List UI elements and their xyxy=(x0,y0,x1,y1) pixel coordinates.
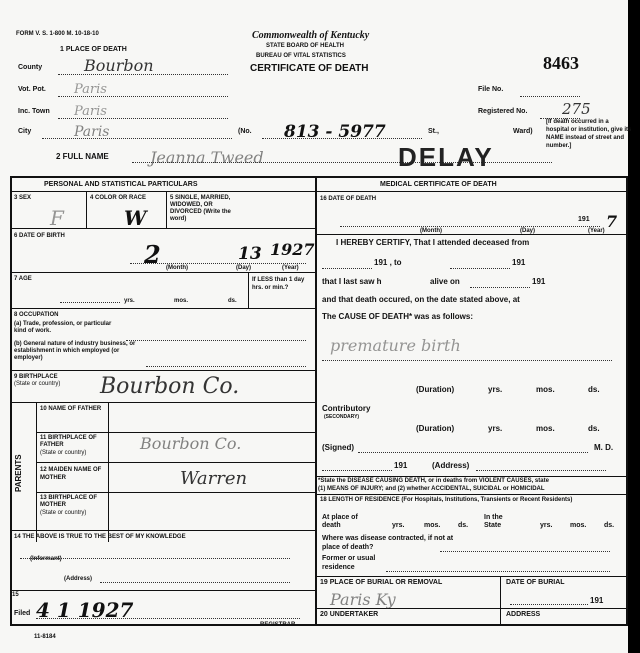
hw-sex: F xyxy=(50,206,64,230)
residence-mos-2: mos. xyxy=(570,522,587,529)
occupation-a-label: (a) Trade, profession, or particular kind of work. xyxy=(14,321,112,334)
hw-color: W xyxy=(124,206,147,230)
informant-statement: 14 THE ABOVE IS TRUE TO THE BEST OF MY KNOWLEDGE xyxy=(14,534,186,540)
hw-dob-month: 2 xyxy=(144,240,161,269)
hw-cause: premature birth xyxy=(330,336,461,355)
certify-from-year: 191 , to xyxy=(374,258,402,267)
full-name-label: 2 FULL NAME xyxy=(56,152,109,161)
place-of-death-heading: 1 PLACE OF DEATH xyxy=(60,46,127,53)
informant-address-caption: (Address) xyxy=(64,576,93,582)
mother-birthplace-label: 13 BIRTHPLACE OF MOTHER xyxy=(40,495,98,508)
side-number: 15 xyxy=(12,592,19,598)
less-than-day-label: If LESS than 1 day hrs. or min.? xyxy=(252,277,305,291)
age-yrs-caption: yrs. xyxy=(124,298,135,304)
signed-label: (Signed) xyxy=(322,443,354,452)
cause-of-death-label: The CAUSE OF DEATH* was as follows: xyxy=(322,312,473,321)
hw-inc: Paris xyxy=(74,104,107,119)
hw-mother-name: Warren xyxy=(180,468,248,489)
duration-1-ds: ds. xyxy=(588,385,600,394)
occupation-label: 8 OCCUPATION xyxy=(14,312,59,318)
hw-county: Bourbon xyxy=(84,56,154,75)
duration-2-yrs: yrs. xyxy=(488,424,503,433)
footnote-line-2: (1) MEANS OF INJURY; and (2) whether ACCIDENTAL, SUICIDAL or HOMICIDAL xyxy=(318,486,545,492)
contributory-label: Contributory xyxy=(322,404,371,413)
form-code: FORM V. S. 1-800 M. 10-18-10 xyxy=(16,31,99,37)
hw-street-number: 813 - 5977 xyxy=(284,122,386,142)
disease-contracted-label: Where was disease contracted, if not at place of death? xyxy=(322,535,454,551)
death-month-caption: (Month) xyxy=(420,228,442,234)
scan-edge xyxy=(628,0,640,653)
hw-city: Paris xyxy=(74,124,110,140)
marital-label: 5 SINGLE, MARRIED, WIDOWED, OR DIVORCED (Write the word) xyxy=(170,195,231,222)
dob-month-caption: (Month) xyxy=(166,265,188,271)
county-label: County xyxy=(18,64,43,71)
burial-date-label: DATE OF BURIAL xyxy=(506,579,565,586)
occupation-b-label: (b) General nature of industry business, or establishment in which employed (or employer) xyxy=(14,341,136,361)
certificate-number: 8463 xyxy=(543,53,579,73)
undertaker-label: 20 UNDERTAKER xyxy=(320,611,379,618)
hw-filed-date: 4 1 1927 xyxy=(36,598,134,622)
dob-year-caption: (Year) xyxy=(282,265,299,271)
form-footer: 11-8184 xyxy=(34,634,56,640)
death-year-prefix: 191 xyxy=(578,216,590,223)
duration-2-label: (Duration) xyxy=(416,424,455,433)
signed-address-label: (Address) xyxy=(432,461,470,470)
filed-label: Filed xyxy=(14,610,31,617)
certificate-title: CERTIFICATE OF DEATH xyxy=(250,63,369,74)
burial-place-label: 19 PLACE OF BURIAL OR REMOVAL xyxy=(320,579,443,586)
duration-2-mos: mos. xyxy=(536,424,555,433)
inc-town-label: Inc. Town xyxy=(18,108,50,115)
color-race-label: 4 COLOR OR RACE xyxy=(90,195,147,201)
hw-dob-year: 1927 xyxy=(270,240,315,259)
duration-1-mos: mos. xyxy=(536,385,555,394)
hw-father-birthplace: Bourbon Co. xyxy=(140,434,242,453)
date-of-death-label: 16 DATE OF DEATH xyxy=(320,196,377,202)
mother-birthplace-caption: (State or country) xyxy=(40,510,87,516)
length-of-residence-label: 18 LENGTH OF RESIDENCE (For Hospitals, Institutions, Transients or Recent Residents) xyxy=(320,497,573,503)
state-name: Commonwealth of Kentucky xyxy=(252,30,370,41)
certify-to-year: 191 xyxy=(512,258,526,267)
residence-yrs-2: yrs. xyxy=(540,522,553,529)
hw-death-year: 7 xyxy=(606,212,618,231)
institution-note: [If death occurred in a hospital or institution, give its NAME instead of street and number.] xyxy=(546,119,632,149)
md-label: M. D. xyxy=(594,443,614,452)
date-of-birth-label: 6 DATE OF BIRTH xyxy=(14,233,65,239)
street-label: St., xyxy=(428,128,439,135)
father-birthplace-label: 11 BIRTHPLACE OF FATHER xyxy=(40,435,97,448)
hw-vot: Paris xyxy=(74,82,107,97)
undertaker-address-label: ADDRESS xyxy=(506,611,541,618)
bureau-name: BUREAU OF VITAL STATISTICS xyxy=(256,53,346,59)
medical-header: MEDICAL CERTIFICATE OF DEATH xyxy=(380,181,497,188)
duration-2-ds: ds. xyxy=(588,424,600,433)
former-residence-label: Former or usual residence xyxy=(322,555,376,571)
vot-label: Vot. Pot. xyxy=(18,86,46,93)
hw-registered-number: 275 xyxy=(562,100,591,118)
registered-number-label: Registered No. xyxy=(478,108,528,115)
mother-maiden-label: 12 MAIDEN NAME OF MOTHER xyxy=(40,467,102,481)
sex-label: 3 SEX xyxy=(14,195,32,201)
burial-year: 191 xyxy=(590,596,604,605)
dob-day-caption: (Day) xyxy=(236,265,252,271)
no-label: (No. xyxy=(238,128,252,135)
alive-on-label: alive on xyxy=(430,277,460,286)
hw-burial-place: Paris Ky xyxy=(330,590,396,609)
death-day-caption: (Day) xyxy=(520,228,536,234)
secondary-caption: (SECONDARY) xyxy=(324,414,360,420)
registrar-label: REGISTRAR xyxy=(260,622,296,628)
age-label: 7 AGE xyxy=(14,276,32,282)
at-place-label: At place of death xyxy=(322,514,358,529)
in-state-label: In the State xyxy=(484,514,503,529)
father-name-label: 10 NAME OF FATHER xyxy=(40,406,102,412)
duration-1-label: (Duration) xyxy=(416,385,455,394)
informant-caption: (Informant) xyxy=(30,556,62,562)
alive-on-year: 191 xyxy=(532,277,546,286)
parents-label: PARENTS xyxy=(14,454,23,492)
birthplace-label: 9 BIRTHPLACE xyxy=(14,374,58,380)
age-ds-caption: ds. xyxy=(228,298,237,304)
board-name: STATE BOARD OF HEALTH xyxy=(266,43,344,49)
residence-ds-1: ds. xyxy=(458,522,469,529)
footnote-line-1: *State the DISEASE CAUSING DEATH, or in deaths from VIOLENT CAUSES, state xyxy=(318,478,549,484)
hw-birthplace: Bourbon Co. xyxy=(100,374,240,399)
death-occurred-label: and that death occured, on the date stated above, at xyxy=(322,295,520,304)
certify-text: I HEREBY CERTIFY, That I attended deceased from xyxy=(336,238,530,247)
hw-full-name: Jeanna Tweed xyxy=(150,148,264,167)
last-saw-label: that I last saw h xyxy=(322,277,382,286)
residence-yrs-1: yrs. xyxy=(392,522,405,529)
age-mos-caption: mos. xyxy=(174,298,189,304)
delay-stamp: DELAY xyxy=(398,142,494,172)
death-year-caption: (Year) xyxy=(588,228,605,234)
residence-ds-2: ds. xyxy=(604,522,615,529)
ward-label: Ward) xyxy=(513,128,533,135)
personal-header: PERSONAL AND STATISTICAL PARTICULARS xyxy=(44,181,198,188)
birthplace-state-caption: (State or country) xyxy=(14,381,61,387)
file-number-label: File No. xyxy=(478,86,504,93)
signed-year: 191 xyxy=(394,461,408,470)
duration-1-yrs: yrs. xyxy=(488,385,503,394)
residence-mos-1: mos. xyxy=(424,522,441,529)
city-label: City xyxy=(18,128,32,135)
hw-dob-day: 13 xyxy=(238,244,262,264)
father-birthplace-caption: (State or country) xyxy=(40,450,87,456)
